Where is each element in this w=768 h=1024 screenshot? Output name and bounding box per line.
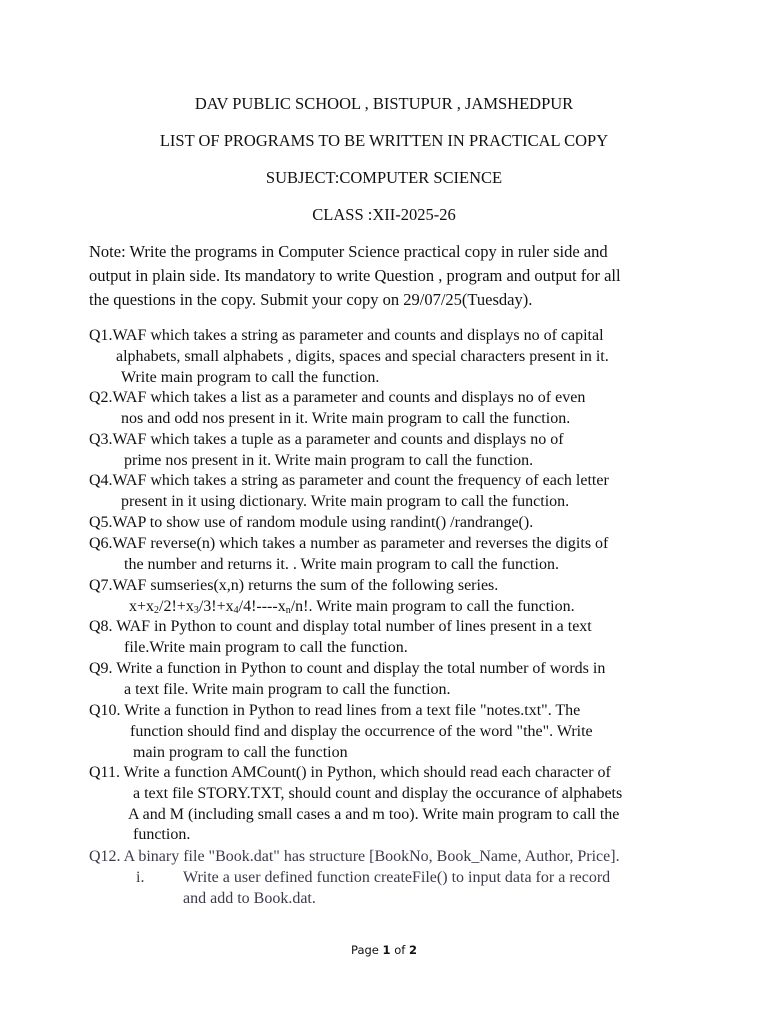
page-footer bbox=[0, 943, 768, 957]
question-q1 bbox=[89, 326, 689, 388]
question-q6 bbox=[89, 534, 689, 576]
sub-item-text bbox=[183, 868, 683, 910]
note-line: output in plain side. Its mandatory to write Question , program and output for all bbox=[89, 266, 621, 285]
class-heading: CLASS :XII-2025-26 bbox=[312, 205, 456, 224]
question-line: file.Write main program to call the function. bbox=[124, 638, 408, 656]
note-line: Note: Write the programs in Computer Science practical copy in ruler side and bbox=[89, 242, 608, 261]
question-line: Q7.WAF sumseries(x,n) returns the sum of the following series. bbox=[89, 577, 499, 594]
page-of-label: of bbox=[390, 943, 409, 957]
question-q4 bbox=[89, 471, 689, 513]
sub-item-marker: i. bbox=[136, 869, 145, 886]
question-q7 bbox=[89, 576, 689, 622]
question-line: A and M (including small cases a and m too). Write main program to call the bbox=[128, 805, 620, 823]
question-line: Q10. Write a function in Python to read lines from a text file "notes.txt". The bbox=[89, 702, 581, 719]
question-line: Q5.WAP to show use of random module using randint() /randrange(). bbox=[89, 514, 534, 531]
question-line: nos and odd nos present in it. Write main program to call the function. bbox=[121, 409, 571, 427]
question-line: Q6.WAF reverse(n) which takes a number as parameter and reverses the digits of bbox=[89, 535, 609, 552]
question-line: Q4.WAF which takes a string as parameter and count the frequency of each letter bbox=[89, 472, 609, 489]
question-line: Q8. WAF in Python to count and display total number of lines present in a text bbox=[89, 618, 592, 635]
question-line: the number and returns it. . Write main program to call the function. bbox=[124, 555, 559, 573]
sub-item-line: Write a user defined function createFile() to input data for a record bbox=[183, 869, 611, 886]
question-q5 bbox=[89, 513, 689, 534]
question-q8 bbox=[89, 617, 689, 659]
question-q12 bbox=[89, 847, 689, 868]
current-page-number: 1 bbox=[382, 943, 391, 957]
school-title: DAV PUBLIC SCHOOL , BISTUPUR , JAMSHEDPUR bbox=[194, 94, 574, 113]
question-line: Q1.WAF which takes a string as parameter and counts and displays no of capital bbox=[89, 327, 604, 344]
question-line: a text file STORY.TXT, should count and display the occurance of alphabets bbox=[133, 784, 623, 802]
question-line: Write main program to call the function. bbox=[121, 368, 380, 386]
question-line: prime nos present in it. Write main program to call the function. bbox=[124, 451, 534, 469]
question-q3 bbox=[89, 430, 689, 472]
sub-item-line: and add to Book.dat. bbox=[183, 889, 316, 907]
series-formula: $x+x_2/2!+x_3/3!+x_4/4!----x_n/n$!. Write main program to call the function. bbox=[129, 597, 575, 616]
question-line: alphabets, small alphabets , digits, spaces and special characters present in it. bbox=[116, 347, 609, 365]
question-line: Q12. A binary file "Book.dat" has structure [BookNo, Book_Name, Author, Price]. bbox=[89, 848, 620, 865]
note-paragraph bbox=[89, 240, 689, 312]
question-line: Q2.WAF which takes a list as a parameter and counts and displays no of even bbox=[89, 389, 586, 406]
question-line: Q11. Write a function AMCount() in Python, which should read each character of bbox=[89, 764, 611, 781]
total-page-number: 2 bbox=[408, 943, 417, 957]
question-line: main program to call the function bbox=[133, 743, 348, 761]
note-line: the questions in the copy. Submit your copy on 29/07/25(Tuesday). bbox=[89, 290, 533, 309]
question-line: a text file. Write main program to call the function. bbox=[124, 680, 451, 698]
question-line: present in it using dictionary. Write main program to call the function. bbox=[121, 492, 570, 510]
question-line: function should find and display the occurrence of the word "the". Write bbox=[130, 722, 593, 740]
question-q10 bbox=[89, 701, 689, 763]
question-line: Q3.WAF which takes a tuple as a parameter and counts and displays no of bbox=[89, 431, 564, 448]
question-line: Q9. Write a function in Python to count and display the total number of words in bbox=[89, 660, 606, 677]
page-label: Page bbox=[351, 943, 383, 957]
question-line: function. bbox=[133, 826, 191, 844]
list-title: LIST OF PROGRAMS TO BE WRITTEN IN PRACTICAL COPY bbox=[159, 131, 609, 150]
question-q2 bbox=[89, 388, 689, 430]
question-q11 bbox=[89, 763, 689, 846]
question-q9 bbox=[89, 659, 689, 701]
subject-heading: SUBJECT:COMPUTER SCIENCE bbox=[265, 168, 503, 187]
